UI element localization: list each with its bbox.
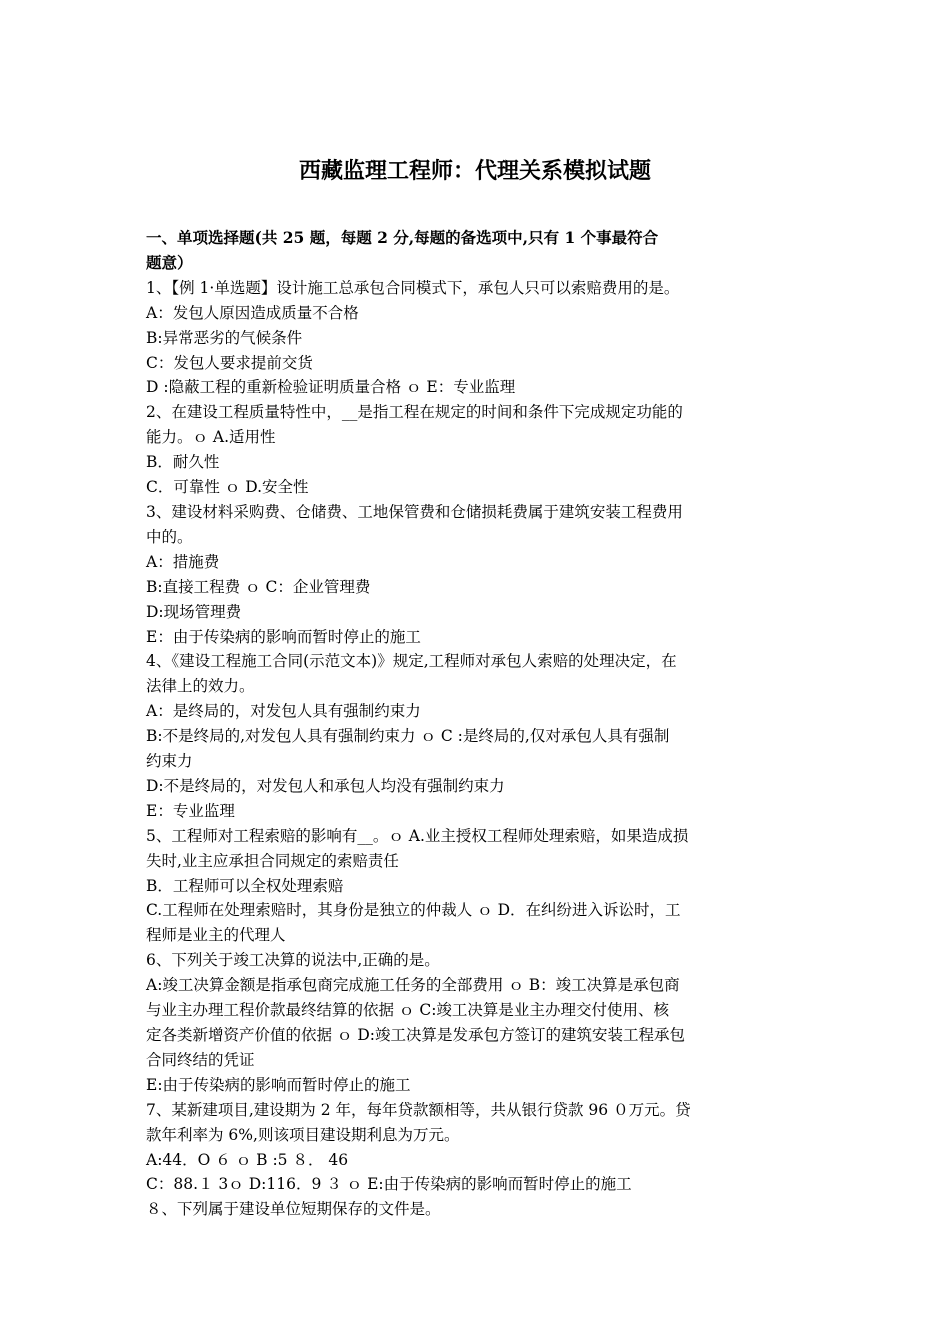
text-line: B:直接工程费 ｏ C：企业管理费 xyxy=(146,577,371,596)
section-heading-line: 题意） xyxy=(146,252,193,272)
text-line: C：发包人要求提前交货 xyxy=(146,353,313,372)
text-line: A：措施费 xyxy=(146,552,220,571)
text-line: A:44．O ６ ｏ B :5 ８． 46 xyxy=(146,1150,349,1169)
text-line: 合同终结的凭证 xyxy=(146,1050,255,1069)
text-line: E：专业监理 xyxy=(146,801,235,820)
text-line: A：是终局的，对发包人具有强制约束力 xyxy=(146,702,421,721)
text-line: E:由于传染病的影响而暂时停止的施工 xyxy=(146,1075,411,1094)
text-line: B:不是终局的,对发包人具有强制约束力 ｏ C :是终局的,仅对承包人具有强制 xyxy=(146,727,670,746)
text-line: D:现场管理费 xyxy=(146,602,242,621)
text-line: 6、下列关于竣工决算的说法中,正确的是。 xyxy=(146,951,440,970)
text-line: 法律上的效力。 xyxy=(146,677,255,696)
text-line: B:异常恶劣的气候条件 xyxy=(146,328,303,347)
text-line: 2、在建设工程质量特性中，__是指工程在规定的时间和条件下完成规定功能的 xyxy=(146,403,683,422)
text-line: D :隐蔽工程的重新检验证明质量合格 ｏ E：专业监理 xyxy=(146,378,516,397)
text-line: 5、工程师对工程索赔的影响有__。ｏ A.业主授权工程师处理索赔，如果造成损 xyxy=(146,826,689,845)
text-line: A：发包人原因造成质量不合格 xyxy=(146,303,359,322)
text-line: 7、某新建项目,建设期为 2 年，每年贷款额相等，共从银行贷款 96 ０万元。贷 xyxy=(146,1100,691,1119)
text-line: ８、下列属于建设单位短期保存的文件是。 xyxy=(146,1200,441,1219)
text-line: C：88.１ 3ｏ D:116．9 ３ ｏ E:由于传染病的影响而暂时停止的施工 xyxy=(146,1175,632,1194)
text-line: A:竣工决算金额是指承包商完成施工任务的全部费用 ｏ B：竣工决算是承包商 xyxy=(146,976,680,995)
text-line: C.工程师在处理索赔时，其身份是独立的仲裁人 ｏ D．在纠纷进入诉讼时，工 xyxy=(146,901,681,920)
page-title: 西藏监理工程师：代理关系模拟试题 xyxy=(298,158,651,184)
text-line: 约束力 xyxy=(146,752,193,771)
text-line: 定各类新增资产价值的依据 ｏ D:竣工决算是发承包方签订的建筑安装工程承包 xyxy=(146,1026,686,1044)
text-line: D:不是终局的，对发包人和承包人均没有强制约束力 xyxy=(146,776,505,795)
text-line: C．可靠性 ｏ D.安全性 xyxy=(146,478,309,497)
text-line: 中的。 xyxy=(146,527,193,546)
section-heading-line: 一、单项选择题(共 25 题，每题 2 分,每题的备选项中,只有 1 个事最符合 xyxy=(146,228,659,247)
text-line: 1、【例 1·单选题】设计施工总承包合同模式下，承包人只可以索赔费用的是。 xyxy=(146,278,680,297)
text-line: B．耐久性 xyxy=(146,453,220,472)
text-line: 与业主办理工程价款最终结算的依据 ｏ C:竣工决算是业主办理交付使用、核 xyxy=(146,1001,669,1020)
text-line: 失时,业主应承担合同规定的索赔责任 xyxy=(146,851,399,870)
text-line: E：由于传染病的影响而暂时停止的施工 xyxy=(146,627,421,646)
text-line: 3、建设材料采购费、仓储费、工地保管费和仓储损耗费属于建筑安装工程费用 xyxy=(146,502,683,521)
text-line: 款年利率为 6%,则该项目建设期利息为万元。 xyxy=(146,1125,460,1144)
text-line: B．工程师可以全权处理索赔 xyxy=(146,876,344,895)
text-line: 能力。ｏ A.适用性 xyxy=(146,428,276,447)
text-line: 程师是业主的代理人 xyxy=(146,926,286,945)
text-line: 4、《建设工程施工合同(示范文本)》规定,工程师对承包人索赔的处理决定，在 xyxy=(146,652,677,671)
document-body xyxy=(146,226,810,1222)
